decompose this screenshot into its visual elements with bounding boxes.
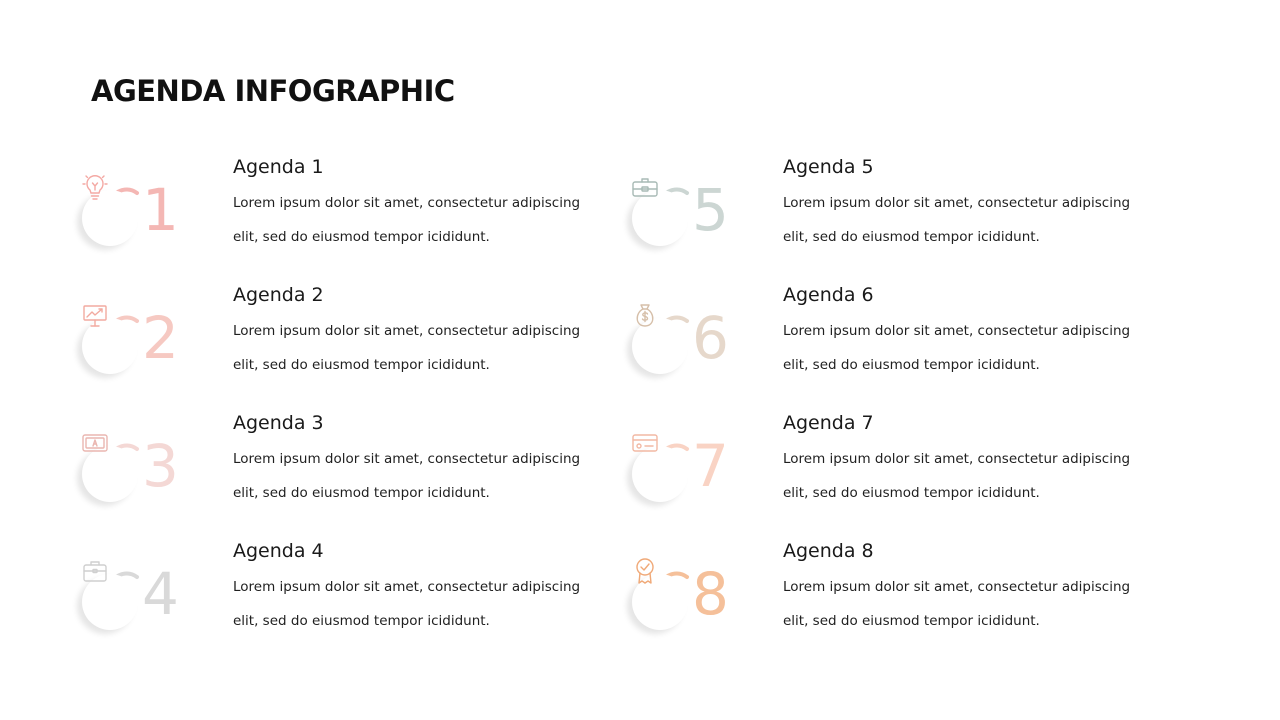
- briefcase-icon: [80, 556, 110, 586]
- agenda-badge: [80, 172, 190, 252]
- certificate-icon: [80, 428, 110, 458]
- agenda-item-6: [630, 280, 1170, 400]
- agenda-number: 7: [692, 432, 729, 500]
- presentation-chart-icon: [80, 300, 110, 330]
- credit-card-icon: [630, 428, 660, 458]
- agenda-heading: Agenda 4: [233, 540, 324, 562]
- lightbulb-icon: [80, 172, 110, 202]
- agenda-badge: [80, 428, 190, 508]
- award-badge-icon: [630, 556, 660, 586]
- agenda-number: 3: [142, 432, 179, 500]
- agenda-badge: [630, 172, 740, 252]
- agenda-item-3: [80, 408, 620, 528]
- agenda-badge: [630, 556, 740, 636]
- agenda-number: 2: [142, 304, 179, 372]
- agenda-description: Lorem ipsum dolor sit amet, consectetur adipiscing elit, sed do eiusmod tempor icididunt.: [233, 579, 581, 629]
- agenda-item-1: [80, 152, 620, 272]
- agenda-number: 8: [692, 560, 729, 628]
- toolbox-icon: [630, 172, 660, 202]
- agenda-heading: Agenda 7: [783, 412, 874, 434]
- agenda-description: Lorem ipsum dolor sit amet, consectetur adipiscing elit, sed do eiusmod tempor icididunt.: [783, 451, 1131, 501]
- agenda-description: Lorem ipsum dolor sit amet, consectetur adipiscing elit, sed do eiusmod tempor icididunt.: [783, 579, 1131, 629]
- agenda-heading: Agenda 6: [783, 284, 874, 306]
- agenda-badge: [80, 556, 190, 636]
- agenda-description: Lorem ipsum dolor sit amet, consectetur adipiscing elit, sed do eiusmod tempor icididunt.: [783, 323, 1131, 373]
- agenda-badge: [630, 428, 740, 508]
- agenda-description: Lorem ipsum dolor sit amet, consectetur adipiscing elit, sed do eiusmod tempor icididunt.: [233, 323, 581, 373]
- agenda-heading: Agenda 8: [783, 540, 874, 562]
- agenda-number: 6: [692, 304, 729, 372]
- agenda-description: Lorem ipsum dolor sit amet, consectetur adipiscing elit, sed do eiusmod tempor icididunt.: [233, 451, 581, 501]
- agenda-item-2: [80, 280, 620, 400]
- slide-title: AGENDA INFOGRAPHIC: [91, 74, 455, 108]
- agenda-item-7: [630, 408, 1170, 528]
- agenda-heading: Agenda 3: [233, 412, 324, 434]
- agenda-item-5: [630, 152, 1170, 272]
- money-bag-icon: [630, 300, 660, 330]
- agenda-number: 4: [142, 560, 179, 628]
- agenda-description: Lorem ipsum dolor sit amet, consectetur adipiscing elit, sed do eiusmod tempor icididunt.: [783, 195, 1131, 245]
- agenda-heading: Agenda 1: [233, 156, 324, 178]
- agenda-item-8: [630, 536, 1170, 656]
- agenda-heading: Agenda 2: [233, 284, 324, 306]
- agenda-badge: [630, 300, 740, 380]
- agenda-item-4: [80, 536, 620, 656]
- agenda-number: 1: [142, 176, 179, 244]
- agenda-badge: [80, 300, 190, 380]
- agenda-description: Lorem ipsum dolor sit amet, consectetur adipiscing elit, sed do eiusmod tempor icididunt.: [233, 195, 581, 245]
- agenda-heading: Agenda 5: [783, 156, 874, 178]
- agenda-number: 5: [692, 176, 729, 244]
